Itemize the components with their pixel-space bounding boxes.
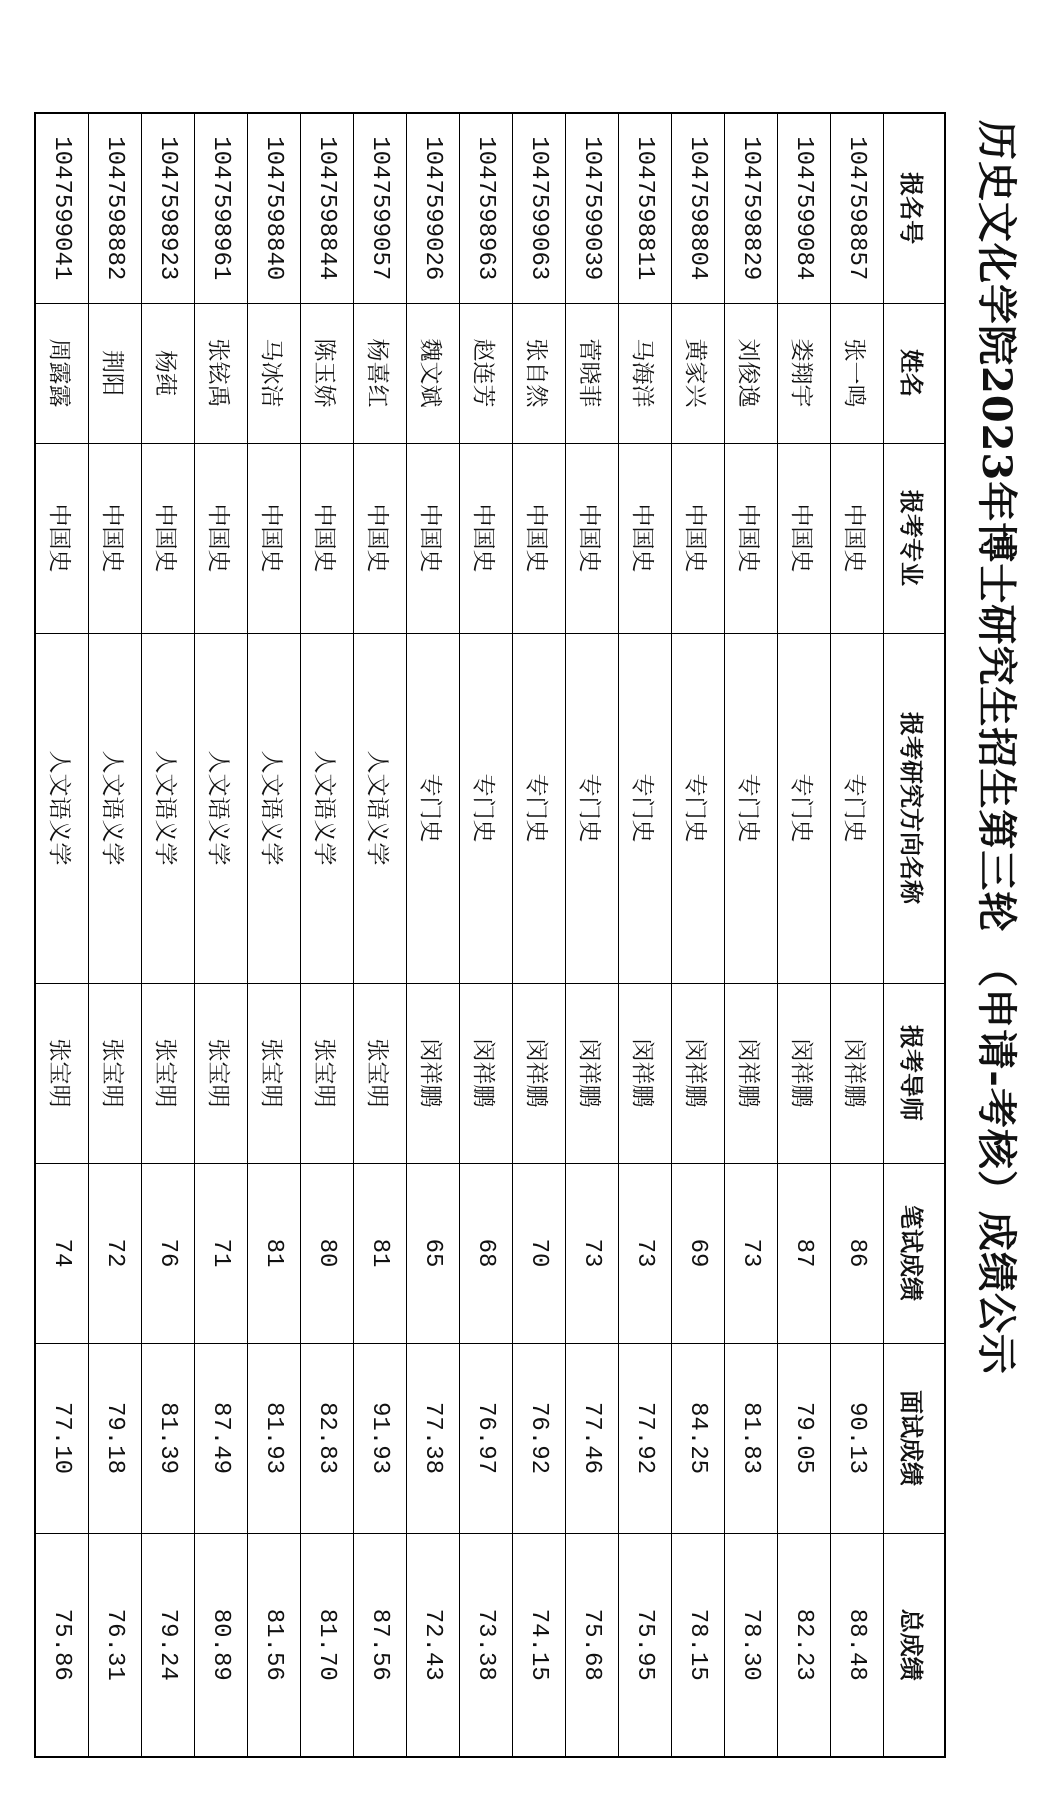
interview-score-cell: 76.97 [460, 1343, 513, 1533]
interview-score-cell: 91.93 [354, 1343, 407, 1533]
table-row [619, 113, 672, 1757]
registration-id-cell: 1047598840 [248, 113, 301, 303]
registration-id-cell: 1047598829 [725, 113, 778, 303]
name-cell: 菅晓菲 [566, 303, 619, 443]
table-row [407, 113, 460, 1757]
table-row [195, 113, 248, 1757]
table-row [513, 113, 566, 1757]
total-score-cell: 78.15 [672, 1533, 725, 1757]
major-cell: 中国史 [566, 443, 619, 633]
table-row [142, 113, 195, 1757]
name-cell: 娄翔宇 [778, 303, 831, 443]
research-direction-cell: 人文语义学 [195, 633, 248, 983]
header-row [884, 113, 946, 1757]
name-cell: 张自然 [513, 303, 566, 443]
written-score-cell: 69 [672, 1163, 725, 1343]
major-cell: 中国史 [831, 443, 884, 633]
written-score-cell: 71 [195, 1163, 248, 1343]
total-score-cell: 75.95 [619, 1533, 672, 1757]
major-cell: 中国史 [301, 443, 354, 633]
interview-score-cell: 82.83 [301, 1343, 354, 1533]
written-score-cell: 73 [619, 1163, 672, 1343]
registration-id-cell: 1047598963 [460, 113, 513, 303]
registration-id-cell: 1047598923 [142, 113, 195, 303]
advisor-cell: 张宝明 [89, 983, 142, 1163]
table-row [301, 113, 354, 1757]
major-cell: 中国史 [354, 443, 407, 633]
table-row [89, 113, 142, 1757]
name-cell: 马冰洁 [248, 303, 301, 443]
page-title: 历史文化学院2023年博士研究生招生第三轮 （申请-考核）成绩公示 [973, 120, 1020, 1375]
table-row [725, 113, 778, 1757]
advisor-cell: 闵祥鹏 [778, 983, 831, 1163]
header-research-direction: 报考研究方向名称 [884, 633, 946, 983]
total-score-cell: 73.38 [460, 1533, 513, 1757]
registration-id-cell: 1047599063 [513, 113, 566, 303]
name-cell: 杨莼 [142, 303, 195, 443]
interview-score-cell: 81.39 [142, 1343, 195, 1533]
name-cell: 魏文斌 [407, 303, 460, 443]
table-row [778, 113, 831, 1757]
total-score-cell: 72.43 [407, 1533, 460, 1757]
advisor-cell: 闵祥鹏 [566, 983, 619, 1163]
advisor-cell: 闵祥鹏 [831, 983, 884, 1163]
written-score-cell: 73 [566, 1163, 619, 1343]
written-score-cell: 80 [301, 1163, 354, 1343]
advisor-cell: 闵祥鹏 [725, 983, 778, 1163]
written-score-cell: 87 [778, 1163, 831, 1343]
registration-id-cell: 1047598961 [195, 113, 248, 303]
major-cell: 中国史 [619, 443, 672, 633]
table-body [35, 113, 884, 1757]
total-score-cell: 79.24 [142, 1533, 195, 1757]
written-score-cell: 65 [407, 1163, 460, 1343]
research-direction-cell: 专门史 [672, 633, 725, 983]
written-score-cell: 68 [460, 1163, 513, 1343]
header-written-score: 笔试成绩 [884, 1163, 946, 1343]
research-direction-cell: 专门史 [513, 633, 566, 983]
total-score-cell: 75.86 [35, 1533, 89, 1757]
table-row [672, 113, 725, 1757]
score-table [34, 112, 946, 1758]
header-interview-score: 面试成绩 [884, 1343, 946, 1533]
written-score-cell: 86 [831, 1163, 884, 1343]
interview-score-cell: 84.25 [672, 1343, 725, 1533]
research-direction-cell: 专门史 [460, 633, 513, 983]
header-major: 报考专业 [884, 443, 946, 633]
table-row [248, 113, 301, 1757]
total-score-cell: 82.23 [778, 1533, 831, 1757]
registration-id-cell: 1047598882 [89, 113, 142, 303]
interview-score-cell: 87.49 [195, 1343, 248, 1533]
header-advisor: 报考导师 [884, 983, 946, 1163]
interview-score-cell: 79.05 [778, 1343, 831, 1533]
registration-id-cell: 1047599039 [566, 113, 619, 303]
registration-id-cell: 1047599026 [407, 113, 460, 303]
name-cell: 张一鸣 [831, 303, 884, 443]
major-cell: 中国史 [195, 443, 248, 633]
table-row [354, 113, 407, 1757]
major-cell: 中国史 [35, 443, 89, 633]
header-name: 姓名 [884, 303, 946, 443]
research-direction-cell: 专门史 [566, 633, 619, 983]
advisor-cell: 张宝明 [301, 983, 354, 1163]
research-direction-cell: 人文语义学 [142, 633, 195, 983]
research-direction-cell: 人文语义学 [35, 633, 89, 983]
advisor-cell: 张宝明 [195, 983, 248, 1163]
registration-id-cell: 1047598857 [831, 113, 884, 303]
interview-score-cell: 77.10 [35, 1343, 89, 1533]
interview-score-cell: 77.46 [566, 1343, 619, 1533]
research-direction-cell: 专门史 [831, 633, 884, 983]
major-cell: 中国史 [89, 443, 142, 633]
name-cell: 周露露 [35, 303, 89, 443]
header-total-score: 总成绩 [884, 1533, 946, 1757]
interview-score-cell: 79.18 [89, 1343, 142, 1533]
total-score-cell: 88.48 [831, 1533, 884, 1757]
total-score-cell: 81.70 [301, 1533, 354, 1757]
written-score-cell: 72 [89, 1163, 142, 1343]
interview-score-cell: 81.83 [725, 1343, 778, 1533]
header-registration-id: 报名号 [884, 113, 946, 303]
total-score-cell: 75.68 [566, 1533, 619, 1757]
interview-score-cell: 77.38 [407, 1343, 460, 1533]
major-cell: 中国史 [513, 443, 566, 633]
name-cell: 荆阳 [89, 303, 142, 443]
interview-score-cell: 77.92 [619, 1343, 672, 1533]
registration-id-cell: 1047599084 [778, 113, 831, 303]
advisor-cell: 闵祥鹏 [619, 983, 672, 1163]
name-cell: 杨喜红 [354, 303, 407, 443]
major-cell: 中国史 [460, 443, 513, 633]
written-score-cell: 76 [142, 1163, 195, 1343]
name-cell: 张铉禹 [195, 303, 248, 443]
interview-score-cell: 81.93 [248, 1343, 301, 1533]
registration-id-cell: 1047599057 [354, 113, 407, 303]
major-cell: 中国史 [672, 443, 725, 633]
table-row [460, 113, 513, 1757]
registration-id-cell: 1047598844 [301, 113, 354, 303]
name-cell: 马海洋 [619, 303, 672, 443]
research-direction-cell: 专门史 [725, 633, 778, 983]
registration-id-cell: 1047598804 [672, 113, 725, 303]
research-direction-cell: 专门史 [778, 633, 831, 983]
total-score-cell: 78.30 [725, 1533, 778, 1757]
research-direction-cell: 专门史 [407, 633, 460, 983]
registration-id-cell: 1047599041 [35, 113, 89, 303]
written-score-cell: 81 [354, 1163, 407, 1343]
research-direction-cell: 人文语义学 [354, 633, 407, 983]
research-direction-cell: 人文语义学 [89, 633, 142, 983]
advisor-cell: 闵祥鹏 [513, 983, 566, 1163]
table-row [831, 113, 884, 1757]
major-cell: 中国史 [778, 443, 831, 633]
advisor-cell: 张宝明 [142, 983, 195, 1163]
written-score-cell: 74 [35, 1163, 89, 1343]
advisor-cell: 张宝明 [248, 983, 301, 1163]
registration-id-cell: 1047598811 [619, 113, 672, 303]
name-cell: 陈玉娇 [301, 303, 354, 443]
advisor-cell: 张宝明 [354, 983, 407, 1163]
interview-score-cell: 76.92 [513, 1343, 566, 1533]
written-score-cell: 73 [725, 1163, 778, 1343]
major-cell: 中国史 [407, 443, 460, 633]
advisor-cell: 闵祥鹏 [672, 983, 725, 1163]
written-score-cell: 81 [248, 1163, 301, 1343]
total-score-cell: 76.31 [89, 1533, 142, 1757]
written-score-cell: 70 [513, 1163, 566, 1343]
name-cell: 刘俊逸 [725, 303, 778, 443]
research-direction-cell: 专门史 [619, 633, 672, 983]
total-score-cell: 87.56 [354, 1533, 407, 1757]
advisor-cell: 闵祥鹏 [407, 983, 460, 1163]
name-cell: 赵连芳 [460, 303, 513, 443]
table-row [566, 113, 619, 1757]
research-direction-cell: 人文语义学 [248, 633, 301, 983]
table-row [35, 113, 89, 1757]
interview-score-cell: 90.13 [831, 1343, 884, 1533]
total-score-cell: 74.15 [513, 1533, 566, 1757]
major-cell: 中国史 [142, 443, 195, 633]
name-cell: 黄家兴 [672, 303, 725, 443]
total-score-cell: 81.56 [248, 1533, 301, 1757]
advisor-cell: 闵祥鹏 [460, 983, 513, 1163]
major-cell: 中国史 [725, 443, 778, 633]
total-score-cell: 80.89 [195, 1533, 248, 1757]
advisor-cell: 张宝明 [35, 983, 89, 1163]
research-direction-cell: 人文语义学 [301, 633, 354, 983]
major-cell: 中国史 [248, 443, 301, 633]
